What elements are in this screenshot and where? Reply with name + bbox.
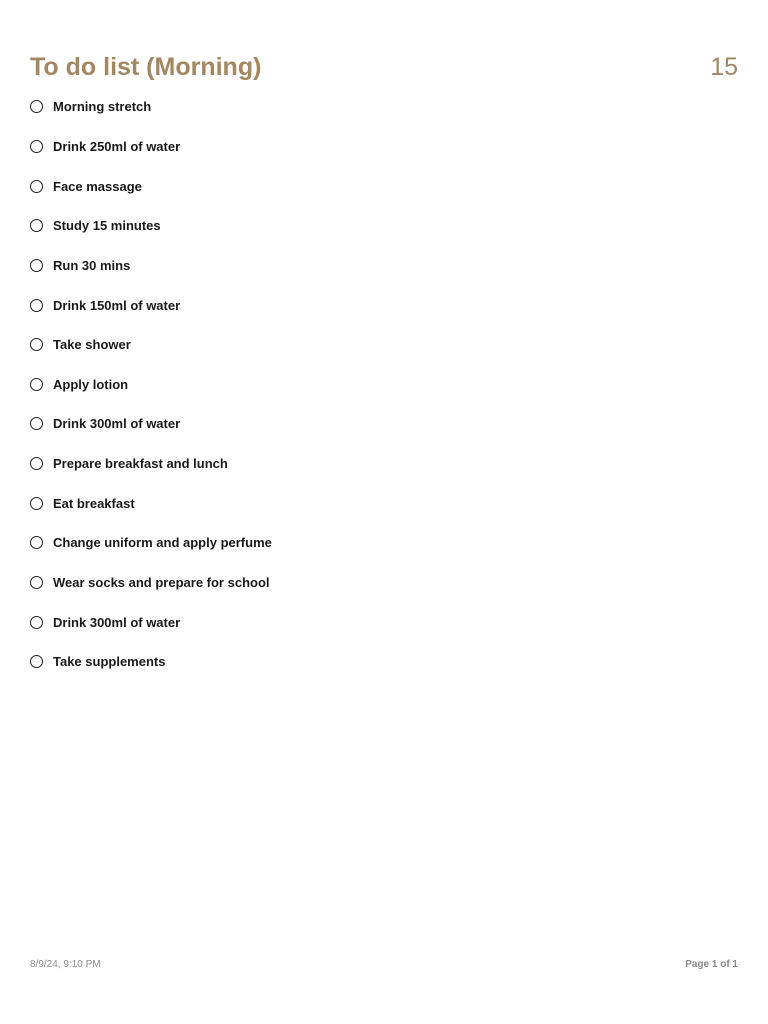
task-row[interactable]	[30, 127, 738, 167]
task-row[interactable]	[30, 364, 738, 404]
task-label: Face massage	[53, 178, 142, 194]
task-row[interactable]	[30, 563, 738, 603]
checkbox-circle-icon[interactable]	[30, 616, 43, 629]
task-label: Apply lotion	[53, 376, 129, 392]
task-row[interactable]	[30, 166, 738, 206]
task-label: Prepare breakfast and lunch	[53, 456, 228, 472]
task-row[interactable]	[30, 602, 738, 642]
task-label: Eat breakfast	[53, 495, 135, 511]
print-timestamp: 8/9/24, 9:10 PM	[30, 959, 101, 970]
checkbox-circle-icon[interactable]	[30, 338, 43, 351]
task-row[interactable]	[30, 523, 738, 563]
checkbox-circle-icon[interactable]	[30, 378, 43, 391]
task-label: Run 30 mins	[53, 257, 131, 273]
task-label: Drink 250ml of water	[53, 138, 181, 154]
task-label: Change uniform and apply perfume	[53, 535, 272, 551]
task-row[interactable]	[30, 285, 738, 325]
checkbox-circle-icon[interactable]	[30, 417, 43, 430]
checkbox-circle-icon[interactable]	[30, 536, 43, 549]
list-header	[30, 50, 738, 84]
task-label: Wear socks and prepare for school	[53, 575, 270, 590]
checkbox-circle-icon[interactable]	[30, 219, 43, 232]
checkbox-circle-icon[interactable]	[30, 299, 43, 312]
task-count: 15	[710, 53, 738, 81]
task-label: Take supplements	[53, 654, 166, 670]
task-row[interactable]	[30, 325, 738, 365]
checkbox-circle-icon[interactable]	[30, 497, 43, 510]
page-number: Page 1 of 1	[685, 959, 738, 970]
task-list	[30, 87, 738, 682]
task-label: Take shower	[53, 337, 131, 353]
task-label: Drink 300ml of water	[53, 416, 181, 432]
task-label: Drink 300ml of water	[53, 614, 181, 630]
task-row[interactable]	[30, 483, 738, 523]
task-label: Study 15 minutes	[53, 218, 161, 234]
checkbox-circle-icon[interactable]	[30, 655, 43, 668]
task-row[interactable]	[30, 642, 738, 682]
checkbox-circle-icon[interactable]	[30, 259, 43, 272]
checkbox-circle-icon[interactable]	[30, 457, 43, 470]
task-row[interactable]	[30, 444, 738, 484]
checkbox-circle-icon[interactable]	[30, 576, 43, 589]
task-row[interactable]	[30, 87, 738, 127]
checkbox-circle-icon[interactable]	[30, 100, 43, 113]
task-row[interactable]	[30, 206, 738, 246]
task-row[interactable]	[30, 246, 738, 286]
page-title: To do list (Morning)	[30, 53, 262, 81]
checkbox-circle-icon[interactable]	[30, 140, 43, 153]
checkbox-circle-icon[interactable]	[30, 180, 43, 193]
task-label: Morning stretch	[53, 99, 152, 115]
task-row[interactable]	[30, 404, 738, 444]
task-label: Drink 150ml of water	[53, 297, 181, 313]
